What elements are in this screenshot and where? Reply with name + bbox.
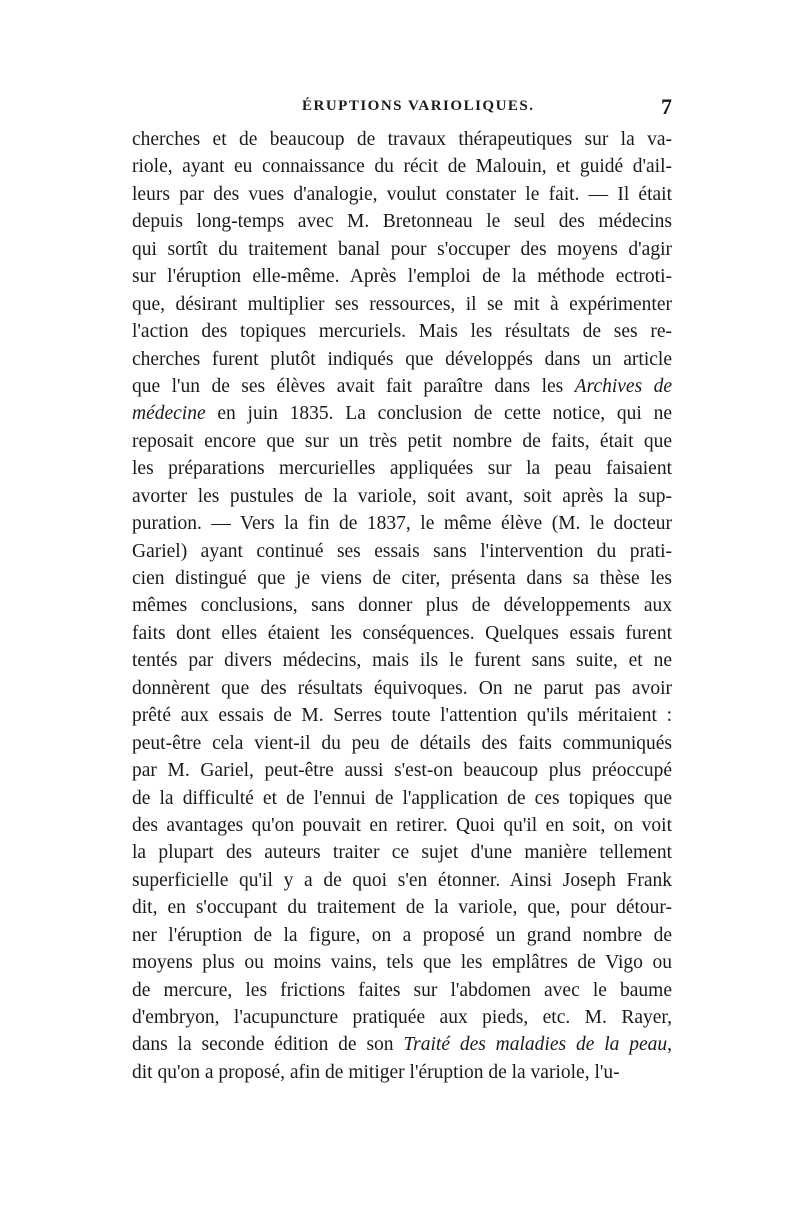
- text-line: [132, 208, 672, 235]
- text-line: [132, 730, 672, 757]
- text-line: [132, 181, 672, 208]
- text-segment: peut-être cela vient-il du peu de détails des faits communiqués: [132, 732, 672, 754]
- text-segment: ner l'éruption de la figure, on a proposé un grand nombre de: [132, 924, 672, 946]
- text-segment: l'action des topiques mercuriels. Mais les résultats de ses re-: [132, 321, 672, 343]
- text-segment: que l'un de ses élèves avait fait paraître dans les: [132, 375, 575, 397]
- text-line: [132, 1031, 672, 1058]
- text-segment: qui sortît du traitement banal pour s'occuper des moyens d'agir: [132, 238, 672, 260]
- text-line: [132, 922, 672, 949]
- text-line: [132, 318, 672, 345]
- text-line: [132, 236, 672, 263]
- text-segment: reposait encore que sur un très petit nombre de faits, était que: [132, 430, 672, 452]
- text-line: [132, 977, 672, 1004]
- text-line: [132, 1059, 672, 1086]
- text-segment: des avantages qu'on pouvait en retirer. Quoi qu'il en soit, on voit: [132, 814, 672, 836]
- text-segment: faits dont elles étaient les conséquences. Quelques essais furent: [132, 622, 672, 644]
- text-line: [132, 647, 672, 674]
- text-line: [132, 400, 672, 427]
- text-segment: mêmes conclusions, sans donner plus de développements aux: [132, 595, 672, 617]
- text-segment: cherches et de beaucoup de travaux thérapeutiques sur la va-: [132, 129, 672, 150]
- text-segment: moyens plus ou moins vains, tels que les emplâtres de Vigo ou: [132, 952, 672, 974]
- italic-text-segment: Traité des maladies de la peau: [403, 1034, 668, 1056]
- text-line: [132, 812, 672, 839]
- text-segment: donnèrent que des résultats équivoques. On ne parut pas avoir: [132, 677, 672, 699]
- italic-text-segment: médecine: [132, 403, 206, 425]
- text-segment: sur l'éruption elle-même. Après l'emploi de la méthode ectroti-: [132, 266, 672, 288]
- text-line: [132, 538, 672, 565]
- text-segment: superficielle qu'il y a de quoi s'en étonner. Ainsi Joseph Frank: [132, 869, 672, 891]
- text-line: [132, 867, 672, 894]
- text-segment: avorter les pustules de la variole, soit avant, soit après la sup-: [132, 485, 672, 507]
- text-segment: de la difficulté et de l'ennui de l'application de ces topiques que: [132, 787, 672, 809]
- page-number: 7: [661, 94, 672, 119]
- text-segment: depuis long-temps avec M. Bretonneau le seul des médecins: [132, 211, 672, 233]
- text-line: [132, 839, 672, 866]
- text-segment: ,: [667, 1034, 673, 1056]
- italic-text-segment: Archives de: [574, 375, 673, 397]
- text-line: [132, 373, 672, 400]
- text-line: [132, 757, 672, 784]
- text-segment: que, désirant multiplier ses ressources, il se mit à expérimenter: [132, 293, 672, 315]
- text-segment: la plupart des auteurs traiter ce sujet d'une manière tellement: [132, 842, 672, 864]
- text-segment: par M. Gariel, peut-être aussi s'est-on beaucoup plus préoccupé: [132, 760, 672, 782]
- text-segment: en juin 1835. La conclusion de cette notice, qui ne: [205, 403, 672, 425]
- text-line: [132, 675, 672, 702]
- text-segment: d'embryon, l'acupuncture pratiquée aux pieds, etc. M. Rayer,: [132, 1007, 672, 1028]
- text-line: [132, 291, 672, 318]
- text-segment: leurs par des vues d'analogie, voulut constater le fait. — Il était: [132, 183, 672, 205]
- text-segment: riole, ayant eu connaissance du récit de Malouin, et guidé d'ail-: [132, 156, 672, 178]
- text-line: [132, 263, 672, 290]
- text-line: [132, 346, 672, 373]
- text-line: [132, 592, 672, 619]
- text-line: [132, 153, 672, 180]
- text-segment: dit, en s'occupant du traitement de la variole, que, pour détour-: [132, 897, 672, 919]
- text-line: [132, 894, 672, 921]
- running-title: ÉRUPTIONS VARIOLIQUES.: [302, 98, 535, 114]
- text-segment: les préparations mercurielles appliquées sur la peau faisaient: [132, 458, 672, 480]
- text-segment: dans la seconde édition de son: [132, 1034, 404, 1056]
- text-line: [132, 455, 672, 482]
- text-segment: prêté aux essais de M. Serres toute l'attention qu'ils méritaient :: [132, 705, 672, 727]
- text-segment: cien distingué que je viens de citer, présenta dans sa thèse les: [132, 568, 672, 589]
- text-line: [132, 620, 672, 647]
- text-line: [132, 428, 672, 455]
- text-line: [132, 949, 672, 976]
- text-segment: Gariel) ayant continué ses essais sans l'intervention du prati-: [132, 540, 672, 562]
- text-line: [132, 1004, 672, 1031]
- text-line: [132, 565, 672, 592]
- running-head: [132, 94, 672, 122]
- text-segment: tentés par divers médecins, mais ils le furent sans suite, et ne: [132, 650, 672, 672]
- text-line: [132, 126, 672, 153]
- text-line: [132, 785, 672, 812]
- text-line: [132, 510, 672, 537]
- text-segment: dit qu'on a proposé, afin de mitiger l'éruption de la variole, l'u-: [132, 1061, 620, 1083]
- body-text: [132, 126, 672, 1086]
- text-segment: puration. — Vers la fin de 1837, le même élève (M. le docteur: [132, 513, 672, 535]
- text-segment: de mercure, les frictions faites sur l'abdomen avec le baume: [132, 979, 672, 1001]
- text-segment: cherches furent plutôt indiqués que développés dans un article: [132, 348, 672, 370]
- text-line: [132, 483, 672, 510]
- text-line: [132, 702, 672, 729]
